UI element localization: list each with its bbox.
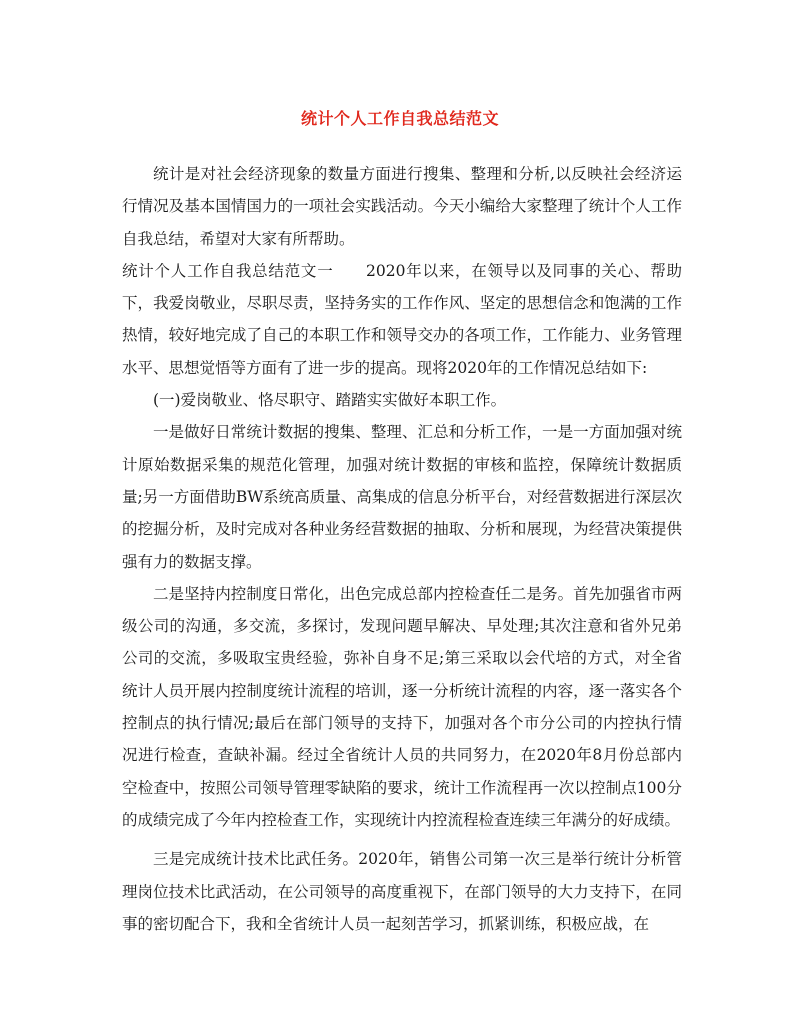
intro-paragraph: 统计是对社会经济现象的数量方面进行搜集、整理和分析,以反映社会经济运行情况及基本国情国力的一项社会实践活动。今天小编给大家整理了统计个人工作自我总结，希望对大家有所帮助。 xyxy=(122,165,682,248)
body-paragraph-2: 二是坚持内控制度日常化，出色完成总部内控检查任二是务。首先加强省市两级公司的沟通，多交流，多探讨，发现问题早解决、早处理;其次注意和省外兄弟公司的交流，多吸取宝贵经验，弥补自身不足;第三采取以会代培的方式，对全省统计人员开展内控制度统计流程的培训，逐一分析统计流程的内容，逐一落实各个控制点的执行情况;最后在部门领导的支持下，加强对各个市分公司的内控执行情况进行检查，查缺补漏。经过全省统计人员的共同努力，在2020年8月份总部内空检查中，按照公司领导管理零缺陷的要求，统计工作流程再一次以控制点100分的成绩完成了今年内控检查工作，实现统计内控流程检查连续三年满分的好成绩。 xyxy=(122,584,682,829)
document-title: 统计个人工作自我总结范文 xyxy=(300,109,499,128)
body-paragraph-3: 三是完成统计技术比武任务。2020年，销售公司第一次三是举行统计分析管理岗位技术比武活动，在公司领导的高度重视下，在部门领导的大力支持下，在同事的密切配合下，我和全省统计人员一起刻苦学习，抓紧训练，积极应战，在 xyxy=(122,850,682,933)
section-label: 统计个人工作自我总结范文一 xyxy=(122,261,334,280)
section-text: 2020年以来，在领导以及同事的关心、帮助下，我爱岗敬业，尽职尽责，坚持务实的工作作风、坚定的思想信念和饱满的工作热情，较好地完成了自己的本职工作和领导交办的各项工作，工作能力、业务管理水平、思想觉悟等方面有了进一步的提高。现将2020年的工作情况总结如下: xyxy=(122,261,682,377)
body-paragraph-1: 一是做好日常统计数据的搜集、整理、汇总和分析工作，一是一方面加强对统计原始数据采集的规范化管理，加强对统计数据的审核和监控，保障统计数据质量;另一方面借助BW系统高质量、高集成的信息分析平台，对经营数据进行深层次的挖掘分析，及时完成对各种业务经营数据的抽取、分析和展现，为经营决策提供强有力的数据支撑。 xyxy=(122,423,682,571)
section-paragraph xyxy=(122,255,682,384)
section-heading: (一)爱岗敬业、恪尽职守、踏踏实实做好本职工作。 xyxy=(153,391,507,410)
document-body xyxy=(122,158,682,940)
